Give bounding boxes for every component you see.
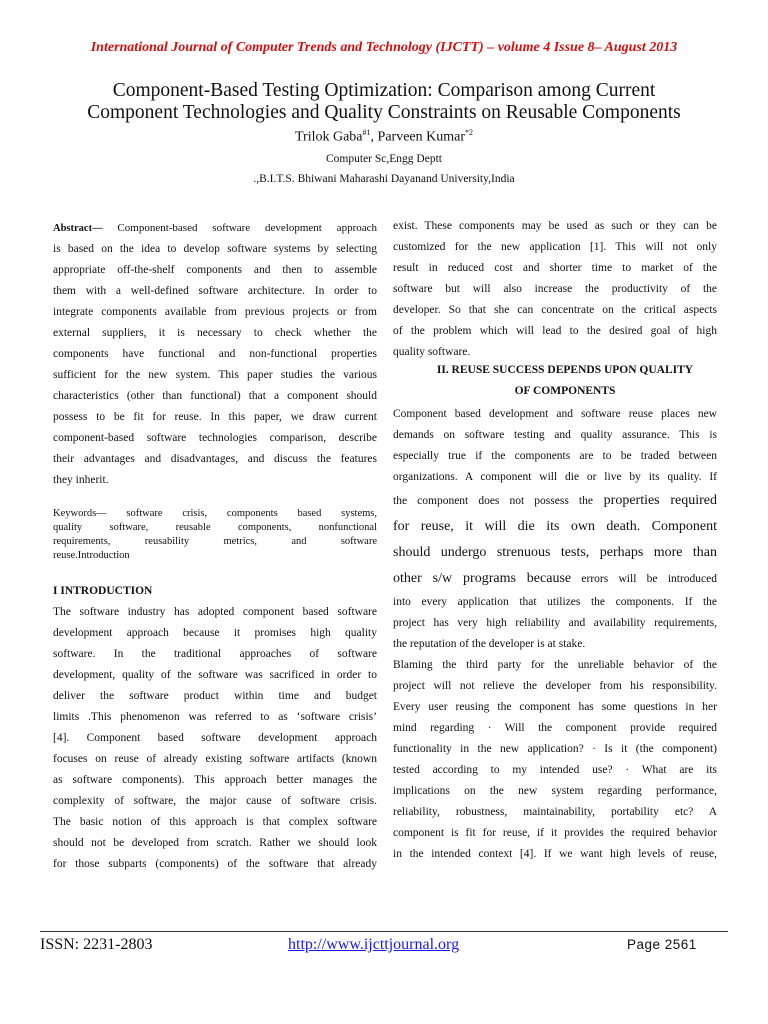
section2-line: reliability, robustness, maintainability, portability etc? A — [393, 806, 717, 818]
abstract-line: characteristics (other than functional) that a component should — [53, 390, 377, 402]
abstract-line: their advantages and disadvantages, and discuss the features — [53, 453, 377, 465]
section-heading-2-line2: OF COMPONENTS — [514, 385, 616, 397]
author-2: Parveen Kumar — [377, 129, 465, 145]
intro-line: limits .This phenomenon was referred to as ‘software crisis’ — [53, 711, 377, 723]
section2-line: Component based development and software reuse places new — [393, 408, 717, 420]
section2-line: project will not relieve the developer from his responsibility. — [393, 680, 717, 692]
abstract-line: component-based software technologies comparison, describe — [53, 432, 377, 444]
paper-title — [30, 80, 738, 124]
section2-line: into every application that utilizes the components. If the — [393, 596, 717, 608]
intro-line: focuses on reuse of already existing software artifacts (known — [53, 753, 377, 765]
keywords-line: Keywords— software crisis, components based systems, — [53, 508, 377, 519]
intro-line: complexity of software, the major cause of software crisis. — [53, 795, 377, 807]
intro-line: deliver the software product within time and budget — [53, 690, 377, 702]
author-1: Trilok Gaba — [294, 129, 363, 145]
section-2-body — [393, 404, 717, 865]
abstract — [53, 218, 377, 491]
intro-line: development approach because it promises high quality — [53, 627, 377, 639]
intro-line: development, quality of the software was sacrificed in order to — [53, 669, 377, 681]
keywords-line: quality software, reusable components, nonfunctional — [53, 522, 377, 533]
intro-line: should not be developed from scratch. Rather we should look — [53, 837, 377, 849]
continuation-line: of the problem which will lead to the desired goal of high — [393, 325, 717, 337]
section2-line: especially true if the components are to be traded between — [393, 450, 717, 462]
section-heading-2: II. REUSE SUCCESS DEPENDS UPON QUALITY — [436, 364, 694, 376]
authors — [0, 128, 768, 146]
section2-line: Every user reusing the component has some questions in her — [393, 701, 717, 713]
abstract-line: integrate components available from previous projects or from — [53, 306, 377, 318]
affiliation-department: Computer Sc,Engg Deptt — [326, 153, 442, 165]
continuation-line: result in reduced cost and shorter time to market of the — [393, 262, 717, 274]
abstract-line: they inherit. — [53, 474, 109, 486]
section2-line: should undergo strenuous tests, perhaps more than — [393, 545, 717, 560]
keywords — [53, 507, 377, 563]
keywords-line: requirements, reusability metrics, and software — [53, 536, 377, 547]
continuation-line: developer. So that she can concentrate on the critical aspects — [393, 304, 717, 316]
abstract-line: sufficient for the new system. This paper studies the various — [53, 369, 377, 381]
journal-header: International Journal of Computer Trends and Technology (IJCTT) – volume 4 Issue 8– August 2013 — [90, 40, 678, 55]
section2-line: tested according to my intended use? · What are its — [393, 764, 717, 776]
section2-line: for reuse, it will die its own death. Component — [393, 519, 717, 534]
affiliation-university: .,B.I.T.S. Bhiwani Maharashi Dayanand University,India — [253, 173, 515, 185]
section2-line: implications on the new system regarding performance, — [393, 785, 717, 797]
introduction-body — [53, 602, 377, 875]
abstract-label: Abstract— — [53, 223, 103, 234]
abstract-line: is based on the idea to develop software systems by selecting — [53, 243, 377, 255]
abstract-line: Abstract— Component-based software development approach — [53, 222, 377, 234]
section2-line: mind regarding · Will the component provide required — [393, 722, 717, 734]
title-line-2: Component Technologies and Quality Constraints on Reusable Components — [87, 102, 681, 123]
title-line-1: Component-Based Testing Optimization: Comparison among Current — [112, 80, 656, 101]
section2-line: component is fit for reuse, if it provides the required behavior — [393, 827, 717, 839]
abstract-line: possess to be fit for reuse. In this paper, we draw current — [53, 411, 377, 423]
keywords-line: reuse.Introduction — [53, 550, 130, 561]
section2-line: project has very high reliability and availability requirements, — [393, 617, 717, 629]
abstract-line: external suppliers, it is necessary to check whether the — [53, 327, 377, 339]
section2-line: demands on software testing and quality assurance. This is — [393, 429, 717, 441]
section-heading-introduction: I INTRODUCTION — [53, 585, 153, 597]
intro-line: [4]. Component based software development approach — [53, 732, 377, 744]
section2-line: the component does not possess the properties required — [393, 493, 717, 508]
intro-line: for those subparts (components) of the software that already — [53, 858, 377, 870]
page-number: Page 2561 — [627, 937, 697, 952]
intro-line: The basic notion of this approach is that complex software — [53, 816, 377, 828]
continuation-line: exist. These components may be used as such or they can be — [393, 220, 717, 232]
author-1-mark: #1 — [362, 128, 371, 137]
right-column-continuation — [393, 216, 717, 363]
continuation-line: customized for the new application [1]. This will not only — [393, 241, 717, 253]
section2-line: other s/w programs because errors will be introduced — [393, 571, 717, 586]
author-2-mark: *2 — [465, 128, 473, 137]
issn: ISSN: 2231-2803 — [40, 936, 153, 953]
footer-divider — [40, 931, 728, 932]
section2-line: in the intended context [4]. If we want high levels of reuse, — [393, 848, 717, 860]
section2-line: functionality in the new application? · Is it (the component) — [393, 743, 717, 755]
intro-line: software. In the traditional approaches of software — [53, 648, 377, 660]
continuation-line: quality software. — [393, 346, 471, 358]
continuation-line: software but will also increase the productivity of the — [393, 283, 717, 295]
journal-link[interactable]: http://www.ijcttjournal.org — [288, 936, 460, 953]
abstract-line: components have functional and non-functional properties — [53, 348, 377, 360]
section2-line: Blaming the third party for the unreliable behavior of the — [393, 659, 717, 671]
intro-line: The software industry has adopted component based software — [53, 606, 377, 618]
section2-line: the reputation of the developer is at stake. — [393, 638, 586, 650]
abstract-line: appropriate off-the-shelf components and then to assemble — [53, 264, 377, 276]
intro-line: as software components). This approach better manages the — [53, 774, 377, 786]
author-separator: , — [370, 129, 378, 145]
section2-line: organizations. A component will die or live by its quality. If — [393, 471, 717, 483]
abstract-line: them with a well-defined software architecture. In order to — [53, 285, 377, 297]
